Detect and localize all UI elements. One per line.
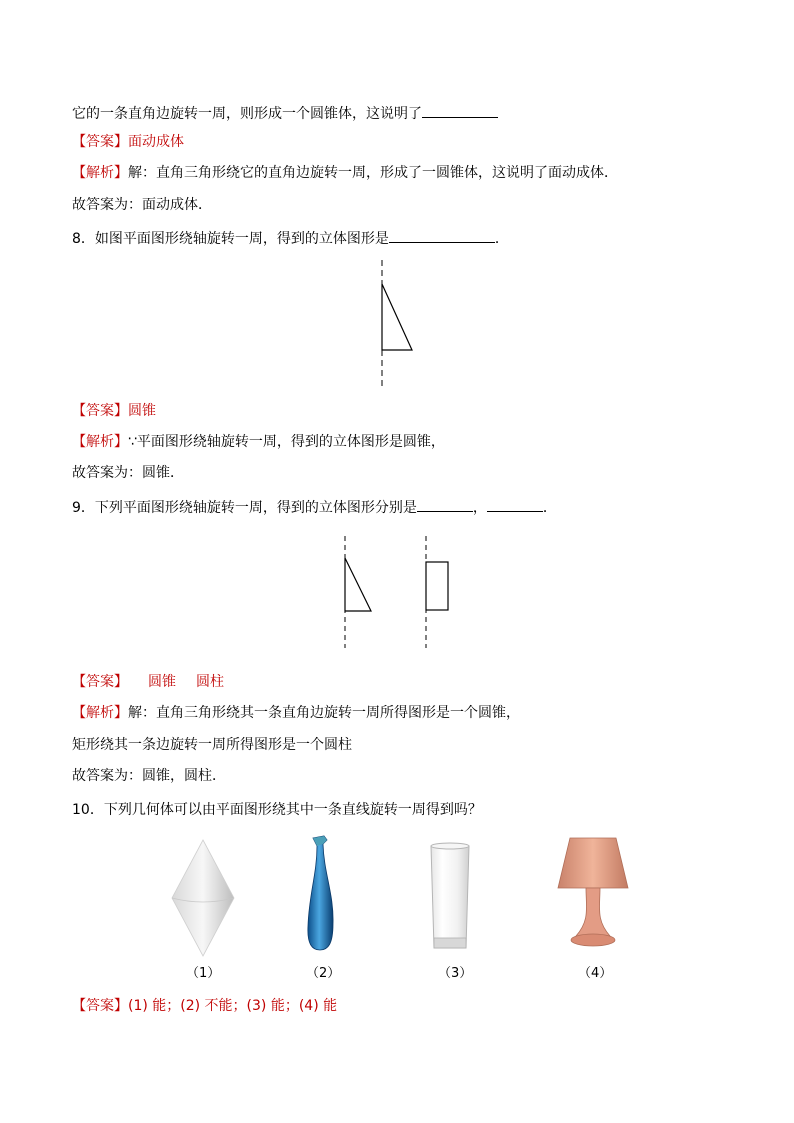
rectangle (426, 562, 448, 610)
conclusion-9: 故答案为：圆锥，圆柱． (72, 768, 226, 784)
caption-3: （3） (438, 966, 473, 981)
answer-8: 【答案】圆锥 (72, 403, 156, 419)
caption-2: （2） (306, 966, 341, 981)
question-10: 10．下列几何体可以由平面图形绕其中一条直线旋转一周得到吗？ (72, 802, 482, 818)
answer-9: 【答案】 圆锥 圆柱 (72, 674, 224, 690)
conclusion-7: 故答案为：面动成体． (72, 197, 212, 213)
caption-1: （1） (186, 966, 221, 981)
explanation-9: 【解析】解：直角三角形绕其一条直角边旋转一周所得图形是一个圆锥， (72, 705, 520, 721)
blue-vase-icon (300, 834, 344, 954)
explanation-9b: 矩形绕其一条边旋转一周所得图形是一个圆柱 (72, 737, 352, 753)
answer-blank (487, 495, 543, 512)
triangle-rectangle-figure (330, 534, 460, 650)
triangle-axis-figure (362, 258, 422, 388)
explanation-8: 【解析】∵平面图形绕轴旋转一周，得到的立体图形是圆锥， (72, 434, 445, 450)
question-8: 8．如图平面图形绕轴旋转一周，得到的立体图形是 ． (72, 226, 509, 249)
conclusion-8: 故答案为：圆锥． (72, 465, 184, 481)
answer-10: 【答案】(1) 能；(2) 不能；(3) 能；(4) 能 (72, 998, 338, 1014)
double-cone-icon (170, 838, 236, 958)
right-triangle (382, 284, 412, 350)
explanation-7: 【解析】解：直角三角形绕它的直角边旋转一周，形成了一圆锥体，这说明了面动成体． (72, 165, 618, 181)
answer-7: 【答案】面动成体 (72, 134, 184, 150)
question-9: 9．下列平面图形绕轴旋转一周，得到的立体图形分别是 ， ． (72, 495, 557, 518)
question-7-tail: 它的一条直角边旋转一周，则形成一个圆锥体，这说明了 (72, 101, 498, 124)
answer-blank (417, 495, 473, 512)
answer-blank (422, 101, 498, 118)
answer-blank (389, 226, 495, 243)
table-lamp-icon (556, 834, 630, 950)
glass-cup-icon (428, 842, 472, 956)
right-triangle (345, 558, 371, 611)
caption-4: （4） (578, 966, 613, 981)
